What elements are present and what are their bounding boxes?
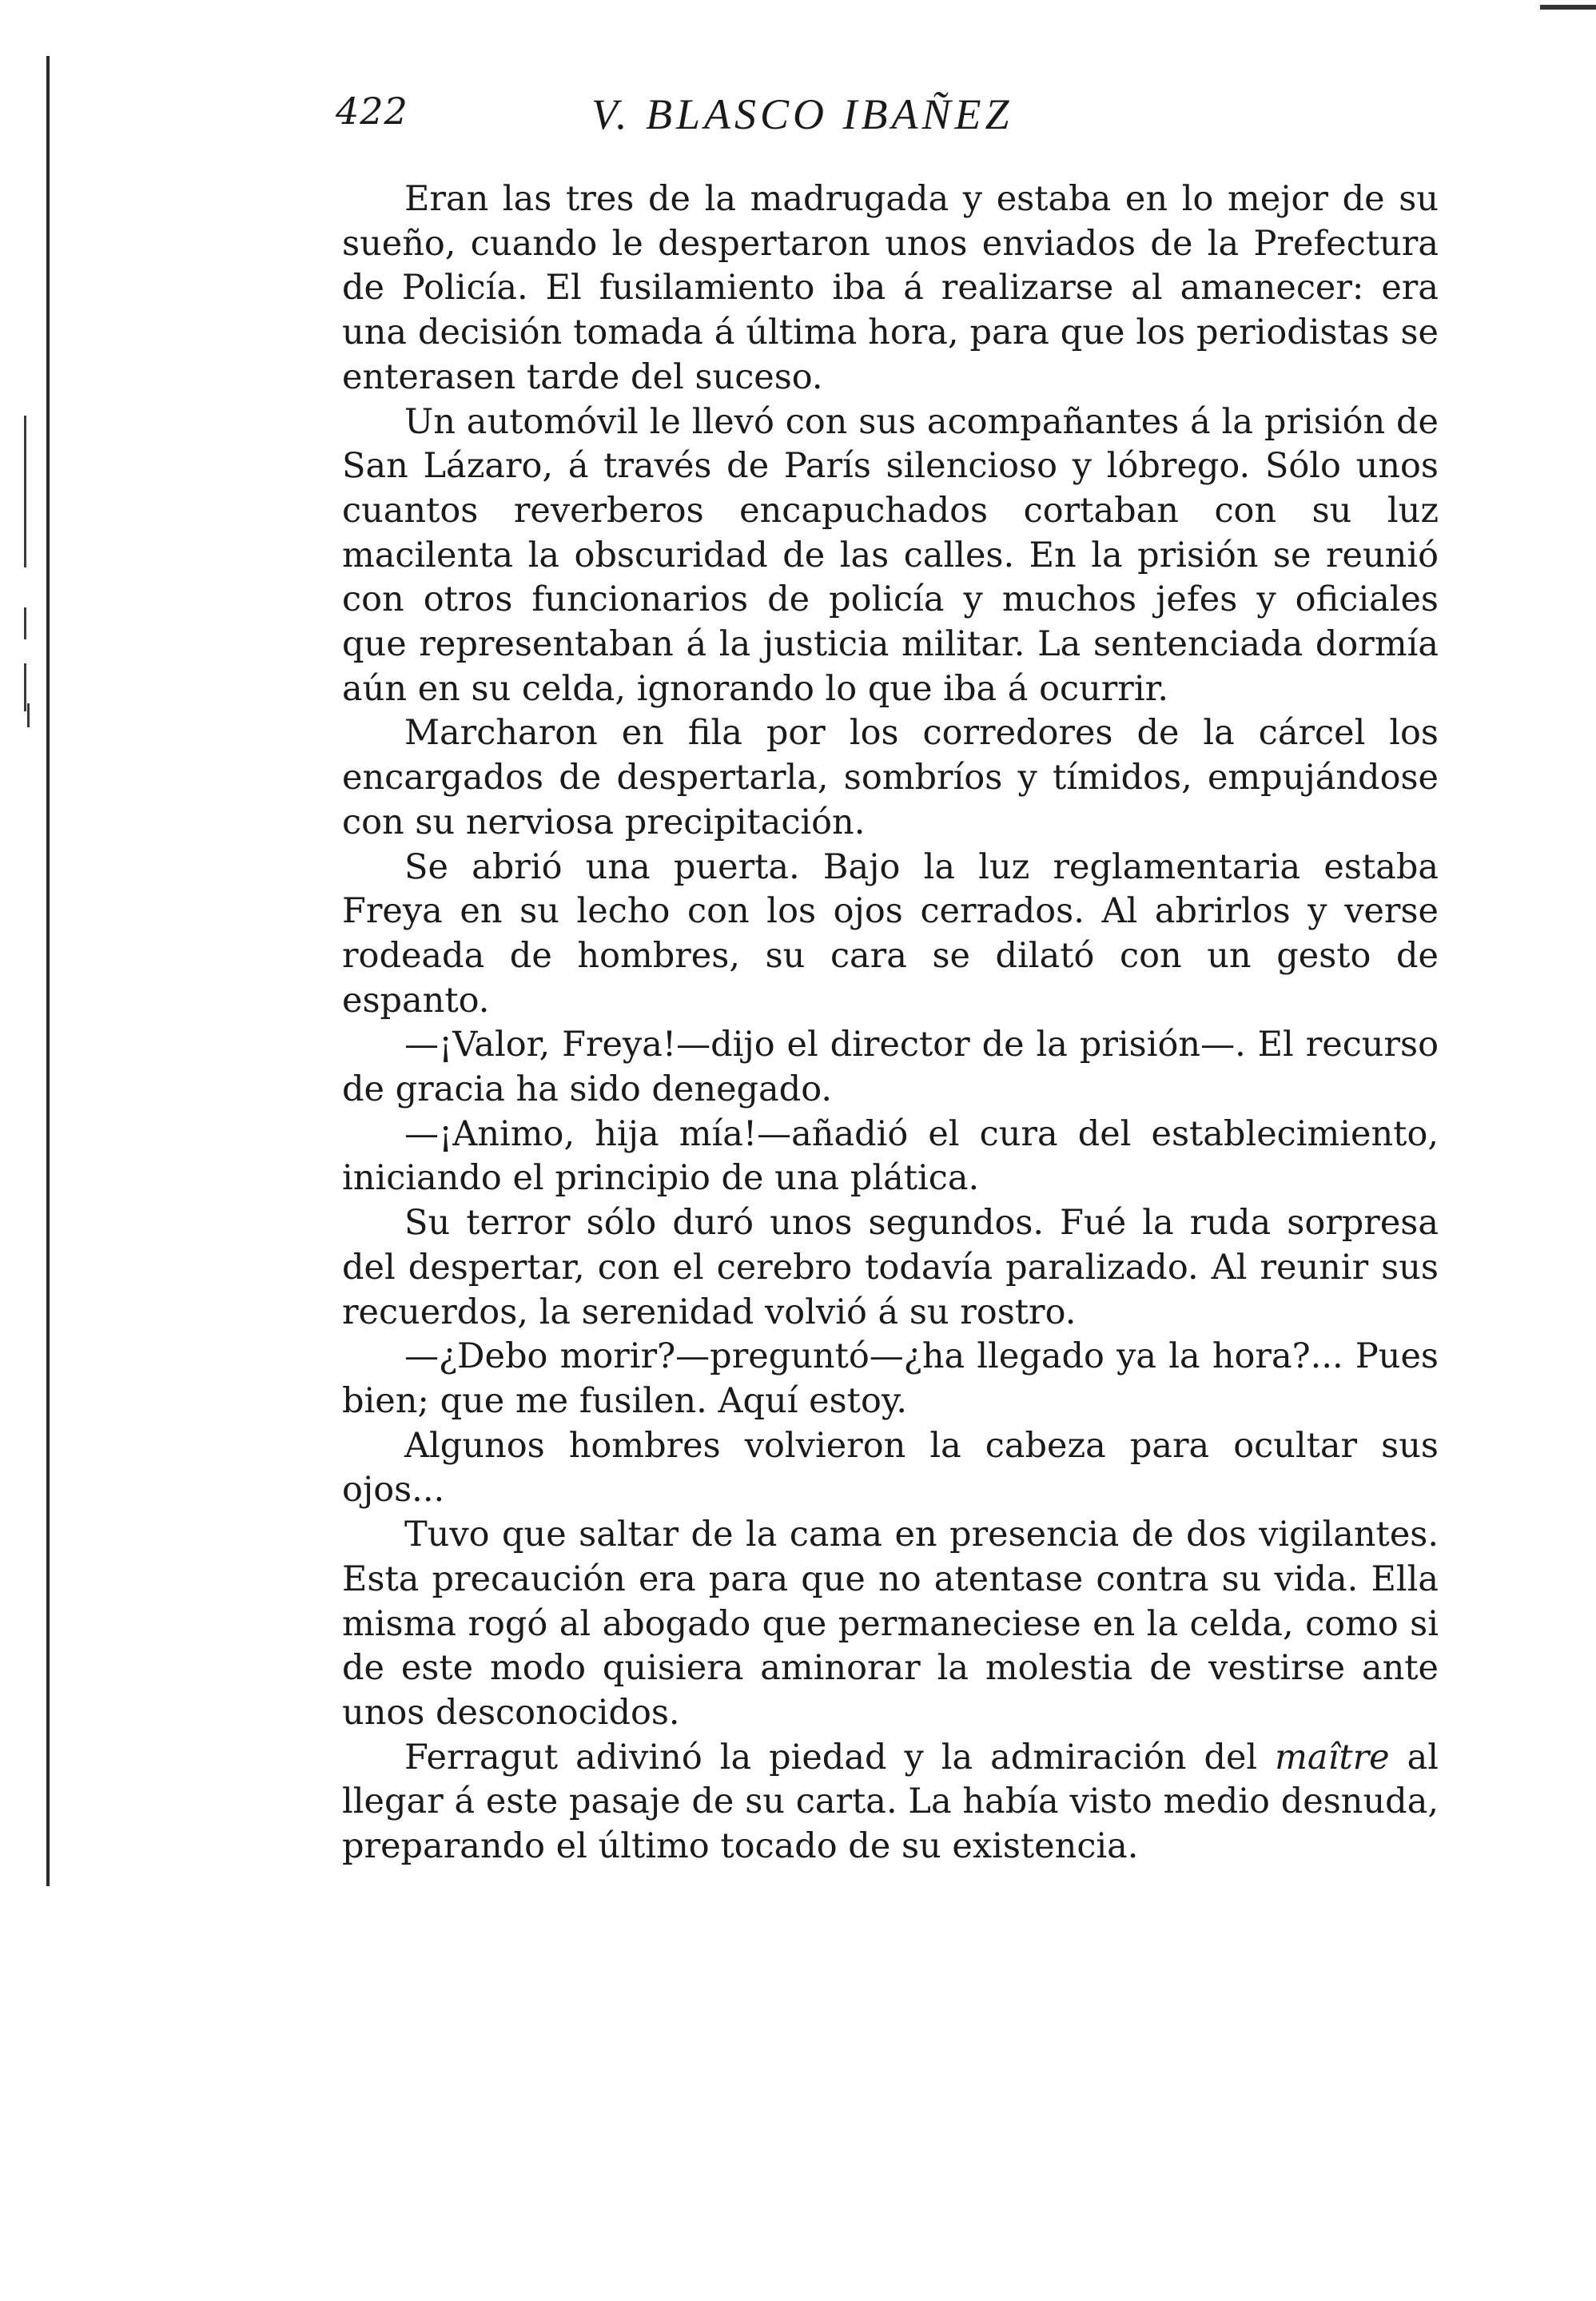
binding-mark <box>24 607 26 639</box>
paragraph: Marcharon en fila por los corredores de la cárcel los encargados de despertarla, sombríos y tímidos, empujándose con su nerviosa precipitación. <box>342 713 1439 842</box>
paragraph: Se abrió una puerta. Bajo la luz reglamentaria estaba Freya en su lecho con los ojos cerrados. Al abrirlos y verse rodeada de hombres, su cara se dilató con un gesto de espanto. <box>342 846 1439 1021</box>
page-header <box>336 90 1231 153</box>
paragraph: Un automóvil le llevó con sus acompañantes á la prisión de San Lázaro, á través de París silencioso y lóbrego. Sólo unos cuantos reverberos encapuchados cortaban con su luz macilenta la obscuridad de las calles. En la prisión se reunió con otros funcionarios de policía y muchos jefes y oficiales que representaban á la justicia militar. La sentenciada dormía aún en su celda, ignorando lo que iba á ocurrir. <box>342 401 1439 709</box>
paragraph: —¡Animo, hija mía!—añadió el cura del establecimiento, iniciando el principio de una plática. <box>342 1113 1439 1199</box>
paragraph: Eran las tres de la madrugada y estaba en lo mejor de su sueño, cuando le despertaron unos enviados de la Prefectura de Policía. El fusilamiento iba á realizarse al amanecer: era una decisión tomada á última hora, para que los periodistas se enterasen tarde del suceso. <box>342 179 1439 397</box>
body-text <box>342 177 1439 1869</box>
paragraph-text: Ferragut adivinó la piedad y la admiración del <box>404 1737 1276 1778</box>
page-number: 422 <box>336 90 408 133</box>
paragraph: —¡Valor, Freya!—dijo el director de la prisión—. El recurso de gracia ha sido denegado. <box>342 1025 1439 1110</box>
running-head: V. BLASCO IBAÑEZ <box>591 90 1013 138</box>
paragraph: Tuvo que saltar de la cama en presencia de dos vigilantes. Esta precaución era para que no atentase contra su vida. Ella misma rogó al abogado que permaneciese en la celda, como si de este modo quisiera aminorar la molestia de vestirse ante unos desconocidos. <box>342 1515 1439 1733</box>
paragraph: —¿Debo morir?—preguntó—¿ha llegado ya la hora?... Pues bien; que me fusilen. Aquí estoy. <box>342 1336 1439 1421</box>
italic-word: maître <box>1275 1737 1390 1778</box>
page-binding-edge <box>46 56 50 1886</box>
binding-mark <box>27 703 30 727</box>
paragraph: Su terror sólo duró unos segundos. Fué la ruda sorpresa del despertar, con el cerebro todavía paralizado. Al reunir sus recuerdos, la serenidad volvió á su rostro. <box>342 1203 1439 1332</box>
paragraph: Algunos hombres volvieron la cabeza para ocultar sus ojos... <box>342 1425 1439 1511</box>
binding-mark <box>24 663 26 711</box>
paragraph-text: al llegar á este pasaje de su carta. La había visto medio desnuda, preparando el último tocado de su existencia. <box>342 1737 1439 1867</box>
scan-corner-mark <box>1540 5 1596 10</box>
binding-mark <box>24 416 26 567</box>
paragraph-last <box>342 1736 1439 1869</box>
